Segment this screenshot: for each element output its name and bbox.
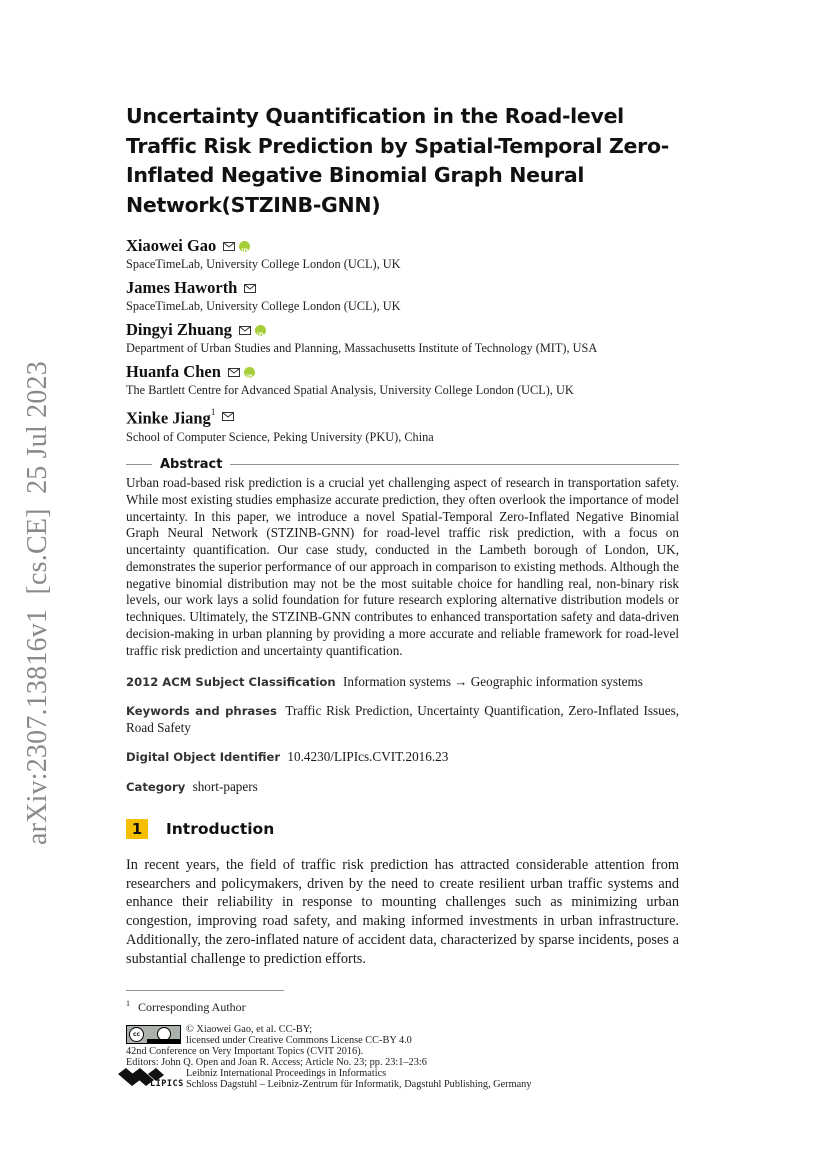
copyright-line: © Xiaowei Gao, et al. CC-BY; — [186, 1024, 313, 1035]
footnote-text: Corresponding Author — [138, 1000, 246, 1014]
author-name: Huanfa Chen — [126, 362, 221, 381]
category-value: short-papers — [192, 779, 258, 794]
paper-title: Uncertainty Quantification in the Road-level Traffic Risk Prediction by Spatial-Temporal Zero-Inflated Negative Binomial Graph Neural Network(STZINB-GNN) — [126, 104, 669, 217]
author-entry — [126, 404, 686, 446]
author-entry — [126, 278, 686, 320]
license-line: licensed under Creative Commons License CC-BY 4.0 — [186, 1035, 412, 1046]
footnote-marker[interactable]: 1 — [210, 407, 216, 417]
abstract-heading — [126, 456, 679, 472]
keywords-value: Traffic Risk Prediction, Uncertainty Quantification, Zero-Inflated Issues, Road Safety — [126, 703, 680, 735]
orcid-icon[interactable] — [244, 367, 255, 378]
mail-icon[interactable] — [222, 412, 234, 421]
publisher-line: Schloss Dagstuhl – Leibniz-Zentrum für Informatik, Dagstuhl Publishing, Germany — [186, 1079, 532, 1090]
abstract-label: Abstract — [160, 456, 223, 472]
introduction-text: In recent years, the field of traffic risk prediction has attracted considerable attention from researchers and policymakers, driven by the need to create resilient urban traffic systems and enhance their reliability in response to mounting challenges such as minimizing urban congestion, improving road safety, and making informed investments in urban infrastructure. Additionally, the zero-inflated nature of accident data, characterized by sparse incidents, poses a substantial challenge to prediction efforts. — [126, 857, 679, 967]
conference-line: 42nd Conference on Very Important Topics (CVIT 2016). — [126, 1046, 364, 1057]
author-name: James Haworth — [126, 278, 238, 297]
badge-strip — [147, 1039, 180, 1043]
author-name: Xinke Jiang$^1$ — [126, 407, 216, 428]
editors-line: Editors: John Q. Open and Joan R. Access; Article No. 23; pp. 23:1–23:6 — [126, 1057, 427, 1068]
orcid-icon[interactable] — [255, 325, 266, 336]
doi-key: Digital Object Identifier — [126, 750, 281, 764]
proceedings-line: Leibniz International Proceedings in Informatics — [186, 1068, 387, 1079]
author-affiliation: SpaceTimeLab, University College London (UCL), UK — [126, 299, 401, 313]
lipics-label: LIPICS — [150, 1079, 184, 1089]
footnote-mark: 1 — [126, 999, 130, 1008]
category-key: Category — [126, 780, 186, 794]
footnote-divider — [126, 990, 284, 991]
mail-icon[interactable] — [223, 242, 235, 251]
orcid-icon[interactable] — [239, 241, 250, 252]
author-name: Dingyi Zhuang — [126, 320, 232, 339]
mail-icon[interactable] — [239, 326, 251, 335]
keywords — [126, 703, 679, 737]
section-number-badge: 1 — [126, 819, 148, 839]
section-heading — [126, 819, 274, 839]
author-entry — [126, 362, 686, 404]
mail-icon[interactable] — [228, 368, 240, 377]
mail-icon[interactable] — [244, 284, 256, 293]
section-title: Introduction — [166, 820, 275, 838]
author-affiliation: Department of Urban Studies and Planning, Massachusetts Institute of Technology (MIT), USA — [126, 341, 598, 355]
acm-classification-value: Information systems → Geographic information systems — [342, 674, 643, 689]
cc-by-license-icon[interactable] — [126, 1025, 181, 1044]
doi-value[interactable]: 10.4230/LIPIcs.CVIT.2016.23 — [287, 749, 449, 764]
author-affiliation: School of Computer Science, Peking University (PKU), China — [126, 429, 434, 444]
author-entry — [126, 320, 686, 362]
author-affiliation: SpaceTimeLab, University College London (UCL), UK — [126, 257, 401, 271]
keywords-key: Keywords and phrases — [126, 704, 277, 718]
abstract-text: Urban road-based risk prediction is a crucial yet challenging aspect of research in transportation safety. While most existing studies emphasize accurate prediction, they often overlook the importance of model uncertainty. In this paper, we introduce a novel Spatial-Temporal Zero-Inflated Negative Binomial Graph Neural Network (STZINB-GNN) for road-level traffic risk prediction, with a focus on uncertainty quantification. Our case study, conducted in the Lambeth borough of London, UK, demonstrates the superior performance of our approach in comparison to existing methods. Although the negative binomial distribution may not be the most suitable choice for handling real, non-binary risk levels, our work lays a solid foundation for future research exploring alternative distribution models or techniques. Ultimately, the STZINB-GNN contributes to enhanced transportation safety and data-driven decision-making in urban planning by providing a more accurate and reliable framework for road-level traffic risk prediction and uncertainty quantification. — [126, 475, 679, 658]
author-name: Xiaowei Gao — [126, 236, 217, 255]
author-list — [126, 236, 686, 446]
author-affiliation: The Bartlett Centre for Advanced Spatial Analysis, University College London (UCL), UK — [126, 383, 574, 397]
footnote — [126, 999, 246, 1015]
divider — [230, 464, 679, 465]
doi — [126, 749, 679, 766]
acm-classification-key: 2012 ACM Subject Classification — [126, 675, 336, 689]
arxiv-identifier-stamp: arXiv:2307.13816v1 [cs.CE] 25 Jul 2023 — [22, 361, 53, 845]
author-entry — [126, 236, 686, 278]
category — [126, 779, 679, 796]
divider — [126, 464, 152, 465]
acm-classification — [126, 674, 679, 691]
creative-commons-icon: cc — [129, 1027, 144, 1042]
